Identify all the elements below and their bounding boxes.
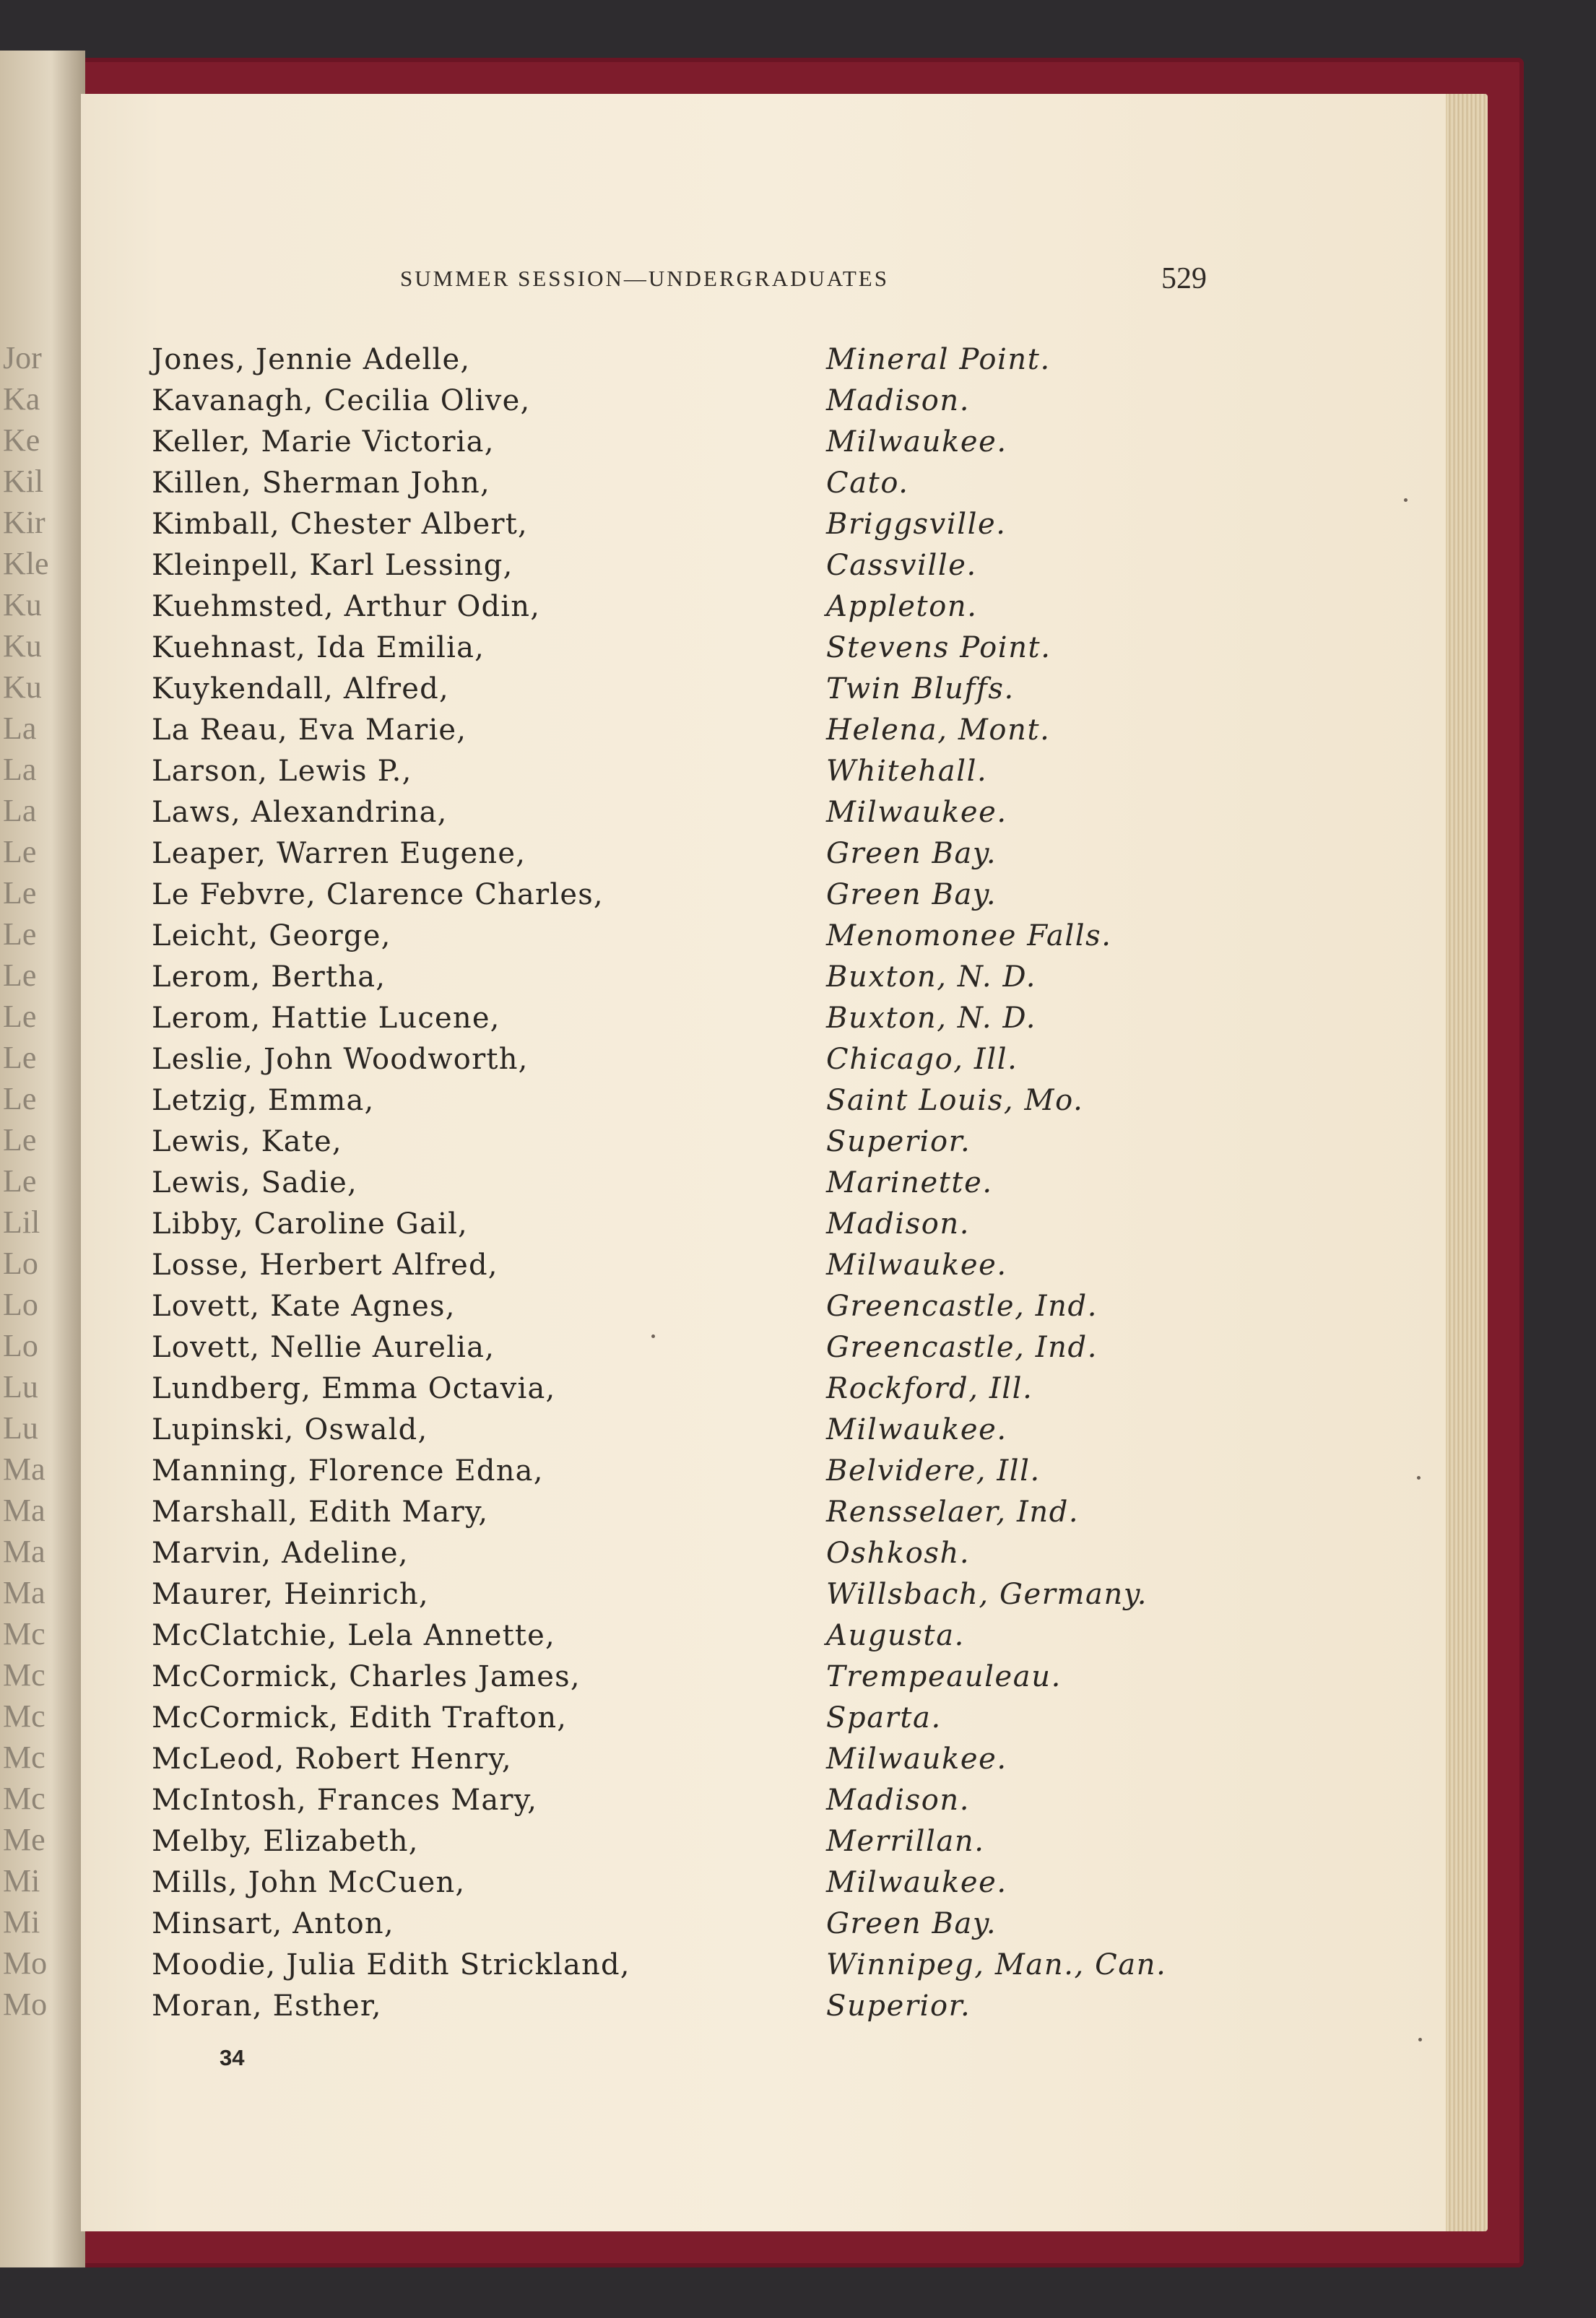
student-name: Lerom, Hattie Lucene, <box>152 1002 500 1035</box>
facing-page-fragment: Le <box>3 999 37 1034</box>
student-hometown: Green Bay. <box>826 878 997 911</box>
list-item <box>0 751 1596 792</box>
facing-page-fragment: Le <box>3 834 37 869</box>
list-item <box>0 381 1596 422</box>
student-hometown: Madison. <box>826 1784 971 1817</box>
student-list <box>0 339 1596 2027</box>
list-item <box>0 957 1596 998</box>
student-hometown: Green Bay. <box>826 1907 997 1940</box>
facing-page-fragment: Ma <box>3 1451 45 1487</box>
list-item <box>0 1039 1596 1080</box>
facing-page-fragment: Le <box>3 875 37 911</box>
list-item <box>0 1204 1596 1245</box>
student-name: Lupinski, Oswald, <box>152 1413 428 1446</box>
student-hometown: Augusta. <box>826 1619 965 1652</box>
list-item <box>0 1862 1596 1904</box>
facing-page-fragment: Kle <box>3 546 49 581</box>
list-item <box>0 1286 1596 1327</box>
list-item <box>0 1245 1596 1286</box>
student-name: Leaper, Warren Eugene, <box>152 837 526 870</box>
student-hometown: Madison. <box>826 384 971 417</box>
list-item <box>0 916 1596 957</box>
student-hometown: Cassville. <box>826 549 977 582</box>
list-item <box>0 545 1596 586</box>
list-item <box>0 1739 1596 1780</box>
list-item <box>0 1986 1596 2027</box>
student-hometown: Milwaukee. <box>826 796 1007 829</box>
student-name: Minsart, Anton, <box>152 1907 394 1940</box>
list-item <box>0 586 1596 628</box>
student-name: Marshall, Edith Mary, <box>152 1496 489 1529</box>
facing-page-fragment: Le <box>3 1122 37 1158</box>
student-hometown: Rockford, Ill. <box>826 1372 1033 1405</box>
student-hometown: Oshkosh. <box>826 1537 971 1570</box>
student-name: Lundberg, Emma Octavia, <box>152 1372 556 1405</box>
facing-page-fragment: Ka <box>3 381 40 417</box>
student-name: McCormick, Charles James, <box>152 1660 581 1693</box>
facing-page-fragment: Me <box>3 1822 45 1857</box>
student-name: Lovett, Nellie Aurelia, <box>152 1331 495 1364</box>
facing-page-fragment: La <box>3 752 37 787</box>
student-hometown: Superior. <box>826 1125 971 1158</box>
facing-page-fragment: Ke <box>3 422 40 458</box>
student-hometown: Milwaukee. <box>826 1742 1007 1776</box>
facing-page-fragment: Lo <box>3 1287 38 1322</box>
student-hometown: Helena, Mont. <box>826 713 1051 747</box>
student-hometown: Marinette. <box>826 1166 993 1199</box>
list-item <box>0 1657 1596 1698</box>
student-hometown: Willsbach, Germany. <box>826 1578 1148 1611</box>
facing-page-fragment: Lu <box>3 1410 38 1446</box>
student-hometown: Cato. <box>826 466 909 500</box>
list-item <box>0 1492 1596 1533</box>
student-name: Lerom, Bertha, <box>152 960 386 994</box>
print-speck <box>1418 2038 1422 2041</box>
list-item <box>0 339 1596 381</box>
signature-mark: 34 <box>220 2045 245 2070</box>
list-item <box>0 874 1596 916</box>
student-hometown: Mineral Point. <box>826 343 1051 376</box>
student-name: McCormick, Edith Trafton, <box>152 1701 568 1735</box>
facing-page-fragment: Lu <box>3 1369 38 1405</box>
facing-page-fragment: Lo <box>3 1328 38 1363</box>
list-item <box>0 463 1596 504</box>
list-item <box>0 833 1596 874</box>
student-hometown: Briggsville. <box>826 508 1007 541</box>
facing-page-fragment: Mo <box>3 1987 48 2022</box>
list-item <box>0 1533 1596 1574</box>
facing-page-fragment: La <box>3 711 37 746</box>
list-item <box>0 628 1596 669</box>
list-item <box>0 1945 1596 1986</box>
student-hometown: Saint Louis, Mo. <box>826 1084 1084 1117</box>
student-hometown: Twin Bluffs. <box>826 672 1015 706</box>
facing-page-fragment: Mi <box>3 1863 40 1898</box>
list-item <box>0 1780 1596 1821</box>
facing-page-fragment: Lo <box>3 1246 38 1281</box>
facing-page-fragment: Ku <box>3 669 42 705</box>
facing-page-fragment: Lil <box>3 1204 40 1240</box>
student-hometown: Whitehall. <box>826 755 988 788</box>
list-item <box>0 1163 1596 1204</box>
facing-page-fragment: Mc <box>3 1740 45 1775</box>
student-hometown: Buxton, N. D. <box>826 1002 1037 1035</box>
facing-page-fragment: Le <box>3 1163 37 1199</box>
list-item <box>0 1615 1596 1657</box>
facing-page-fragment: Ma <box>3 1575 45 1610</box>
student-name: Keller, Marie Victoria, <box>152 425 495 459</box>
facing-page-fragment: Le <box>3 1081 37 1116</box>
student-hometown: Milwaukee. <box>826 1413 1007 1446</box>
student-hometown: Green Bay. <box>826 837 997 870</box>
list-item <box>0 1121 1596 1163</box>
student-hometown: Belvidere, Ill. <box>826 1454 1041 1488</box>
facing-page-fragment: La <box>3 793 37 828</box>
student-name: Letzig, Emma, <box>152 1084 375 1117</box>
student-hometown: Rensselaer, Ind. <box>826 1496 1080 1529</box>
list-item <box>0 1574 1596 1615</box>
facing-page-fragment: Mc <box>3 1657 45 1693</box>
student-name: Kuehmsted, Arthur Odin, <box>152 590 541 623</box>
student-hometown: Milwaukee. <box>826 1249 1007 1282</box>
student-hometown: Menomonee Falls. <box>826 919 1112 952</box>
student-name: Lovett, Kate Agnes, <box>152 1290 456 1323</box>
student-name: Kuehnast, Ida Emilia, <box>152 631 485 664</box>
list-item <box>0 1698 1596 1739</box>
student-name: Marvin, Adeline, <box>152 1537 409 1570</box>
student-name: Mills, John McCuen, <box>152 1866 466 1899</box>
student-name: Kleinpell, Karl Lessing, <box>152 549 513 582</box>
student-name: Kuykendall, Alfred, <box>152 672 449 706</box>
facing-page-fragment: Ku <box>3 628 42 664</box>
facing-page-fragment: Ma <box>3 1534 45 1569</box>
student-hometown: Sparta. <box>826 1701 942 1735</box>
list-item <box>0 1451 1596 1492</box>
list-item <box>0 1821 1596 1862</box>
student-name: Maurer, Heinrich, <box>152 1578 429 1611</box>
facing-page-fragment: Mc <box>3 1781 45 1816</box>
facing-page-fragment: Mo <box>3 1945 48 1981</box>
facing-page-fragment: Le <box>3 1040 37 1075</box>
student-name: Lewis, Kate, <box>152 1125 342 1158</box>
student-name: McLeod, Robert Henry, <box>152 1742 512 1776</box>
student-name: McClatchie, Lela Annette, <box>152 1619 555 1652</box>
list-item <box>0 1327 1596 1368</box>
facing-page-fragment: Ma <box>3 1493 45 1528</box>
list-item <box>0 792 1596 833</box>
student-hometown: Superior. <box>826 1989 971 2023</box>
list-item <box>0 1904 1596 1945</box>
student-name: Lewis, Sadie, <box>152 1166 357 1199</box>
facing-page-fragment: Le <box>3 916 37 952</box>
page-number: 529 <box>1161 262 1207 295</box>
list-item <box>0 1368 1596 1410</box>
student-name: Manning, Florence Edna, <box>152 1454 544 1488</box>
list-item <box>0 669 1596 710</box>
facing-page-fragment: Le <box>3 958 37 993</box>
list-item <box>0 504 1596 545</box>
student-hometown: Stevens Point. <box>826 631 1051 664</box>
student-hometown: Milwaukee. <box>826 1866 1007 1899</box>
facing-page-fragment: Mi <box>3 1904 40 1940</box>
facing-page-fragment: Kir <box>3 505 45 540</box>
student-name: McIntosh, Frances Mary, <box>152 1784 538 1817</box>
student-hometown: Trempeauleau. <box>826 1660 1062 1693</box>
student-hometown: Winnipeg, Man., Can. <box>826 1948 1167 1981</box>
running-header: SUMMER SESSION—UNDERGRADUATES <box>400 266 889 291</box>
student-hometown: Buxton, N. D. <box>826 960 1037 994</box>
student-hometown: Chicago, Ill. <box>826 1043 1018 1076</box>
student-name: Melby, Elizabeth, <box>152 1825 419 1858</box>
list-item <box>0 998 1596 1039</box>
student-hometown: Appleton. <box>826 590 978 623</box>
student-hometown: Greencastle, Ind. <box>826 1290 1098 1323</box>
student-name: Leslie, John Woodworth, <box>152 1043 529 1076</box>
student-name: La Reau, Eva Marie, <box>152 713 467 747</box>
student-name: Libby, Caroline Gail, <box>152 1207 468 1241</box>
list-item <box>0 710 1596 751</box>
student-name: Kimball, Chester Albert, <box>152 508 528 541</box>
student-hometown: Merrillan. <box>826 1825 985 1858</box>
student-name: Killen, Sherman John, <box>152 466 490 500</box>
list-item <box>0 1410 1596 1451</box>
student-name: Losse, Herbert Alfred, <box>152 1249 498 1282</box>
student-name: Moodie, Julia Edith Strickland, <box>152 1948 630 1981</box>
facing-page-fragment: Kil <box>3 464 44 499</box>
list-item <box>0 422 1596 463</box>
facing-page-fragment: Jor <box>3 340 42 376</box>
student-name: Leicht, George, <box>152 919 391 952</box>
student-hometown: Greencastle, Ind. <box>826 1331 1098 1364</box>
facing-page-fragment: Ku <box>3 587 42 622</box>
student-name: Le Febvre, Clarence Charles, <box>152 878 604 911</box>
list-item <box>0 1080 1596 1121</box>
facing-page-fragment: Mc <box>3 1616 45 1651</box>
student-name: Jones, Jennie Adelle, <box>152 343 471 376</box>
student-name: Kavanagh, Cecilia Olive, <box>152 384 531 417</box>
student-name: Moran, Esther, <box>152 1989 382 2023</box>
student-hometown: Milwaukee. <box>826 425 1007 459</box>
student-name: Laws, Alexandrina, <box>152 796 448 829</box>
facing-page-fragment: Mc <box>3 1698 45 1734</box>
student-hometown: Madison. <box>826 1207 971 1241</box>
student-name: Larson, Lewis P., <box>152 755 412 788</box>
